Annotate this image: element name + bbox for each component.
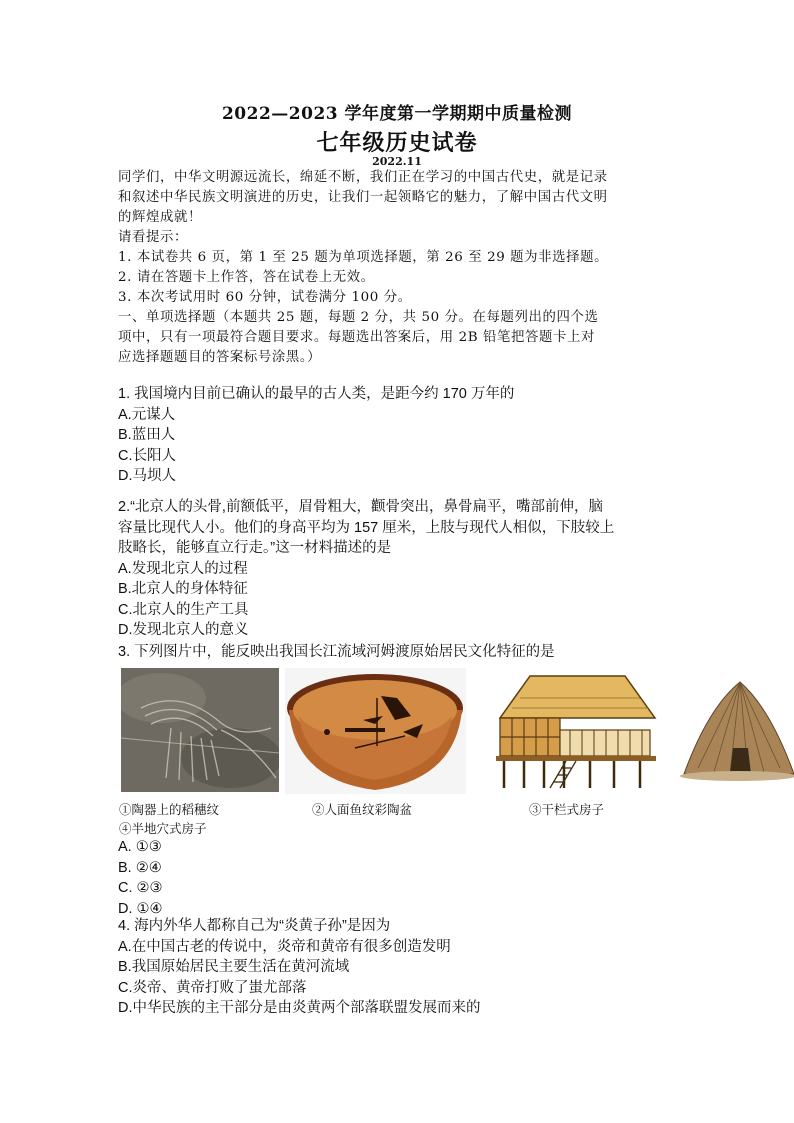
exam-date: 2022.11 (372, 155, 422, 168)
answer-option: D.中华民族的主干部分是由炎黄两个部落联盟发展而来的 (118, 1000, 481, 1016)
notice-item: 2. 请在答题卡上作答，答在试卷上无效。 (118, 270, 375, 285)
section-heading: 一、单项选择题（本题共 25 题，每题 2 分，共 50 分。在每题列出的四个选 (118, 310, 599, 325)
question-3-stem-block (118, 642, 678, 663)
semi-subterranean-house-image (678, 668, 794, 792)
answer-option: D.马坝人 (118, 468, 176, 484)
rice-pattern-pottery-image (121, 668, 279, 792)
answer-option: C.长阳人 (118, 447, 176, 464)
question-stem: 4. 海内外华人都称自己为“炎黄子孙”是因为 (118, 918, 391, 934)
exam-title-line1: 2022—2023 学年度第一学期期中质量检测 (221, 104, 573, 124)
answer-option: B.我国原始居民主要生活在黄河流域 (118, 959, 350, 975)
answer-option: B.蓝田人 (118, 427, 176, 443)
notice-item: 1. 本试卷共 6 页，第 1 至 25 题为单项选择题，第 26 至 29 题为非选择题。 (118, 250, 609, 265)
intro-line: 同学们，中华文明源远流长，绵延不断，我们正在学习的中国古代史，就是记录 (118, 170, 608, 185)
question-1 (118, 384, 678, 487)
image-caption: ②人面鱼纹彩陶盆 (312, 802, 413, 817)
answer-option: C. ②③ (118, 880, 163, 896)
answer-option: D.发现北京人的意义 (118, 622, 249, 638)
image-caption: ④半地穴式房子 (119, 821, 207, 836)
stilt-house-image (490, 668, 658, 792)
question-stem: 2.“北京人的头骨,前额低平，眉骨粗大，颧骨突出，鼻骨扁平，嘴部前伸，脑 (118, 499, 603, 515)
answer-option: C.炎帝、黄帝打败了蚩尤部落 (118, 979, 307, 996)
section-heading: 应选择题题目的答案标号涂黑。） (118, 350, 322, 365)
answer-option: A.在中国古老的传说中，炎帝和黄帝有很多创造发明 (118, 938, 451, 955)
painted-pottery-basin-image (285, 668, 466, 794)
image-caption: ③干栏式房子 (529, 802, 605, 817)
answer-option: A. ①③ (118, 839, 162, 855)
question-3-images (118, 668, 794, 796)
intro-line: 的辉煌成就！ (118, 210, 202, 225)
intro-line: 和叙述中华民族文明演进的历史，让我们一起领略它的魅力，了解中国古代文明 (118, 190, 608, 205)
answer-option: A.元谋人 (118, 406, 176, 423)
image-caption: ①陶器上的稻穗纹 (119, 802, 220, 817)
question-stem: 肢略长，能够直立行走。”这一材料描述的是 (118, 540, 392, 556)
answer-option: C.北京人的生产工具 (118, 601, 249, 618)
question-stem: 容量比现代人小。他们的身高平均为 157 厘米，上肢与现代人相似，下肢较上 (118, 519, 615, 536)
notice-item: 3. 本次考试用时 60 分钟，试卷满分 100 分。 (118, 290, 412, 305)
section-heading: 项中，只有一项最符合题目要求。每题选出答案后，用 2B 铅笔把答题卡上对 (118, 330, 595, 345)
question-4 (118, 916, 678, 1019)
question-stem: 1. 我国境内目前已确认的最早的古人类，是距今约 170 万年的 (118, 386, 515, 402)
answer-option: B. ②④ (118, 859, 162, 876)
question-3-options (118, 837, 678, 919)
question-2 (118, 497, 678, 641)
answer-option: D. ①④ (118, 900, 163, 917)
answer-option: B.北京人的身体特征 (118, 581, 248, 597)
answer-option: A.发现北京人的过程 (118, 560, 248, 577)
exam-title-line2: 七年级历史试卷 (316, 130, 478, 156)
notice-heading: 请看提示： (118, 230, 188, 245)
intro-section (118, 168, 678, 368)
question-stem: 3. 下列图片中，能反映出我国长江流域河姆渡原始居民文化特征的是 (118, 644, 555, 660)
